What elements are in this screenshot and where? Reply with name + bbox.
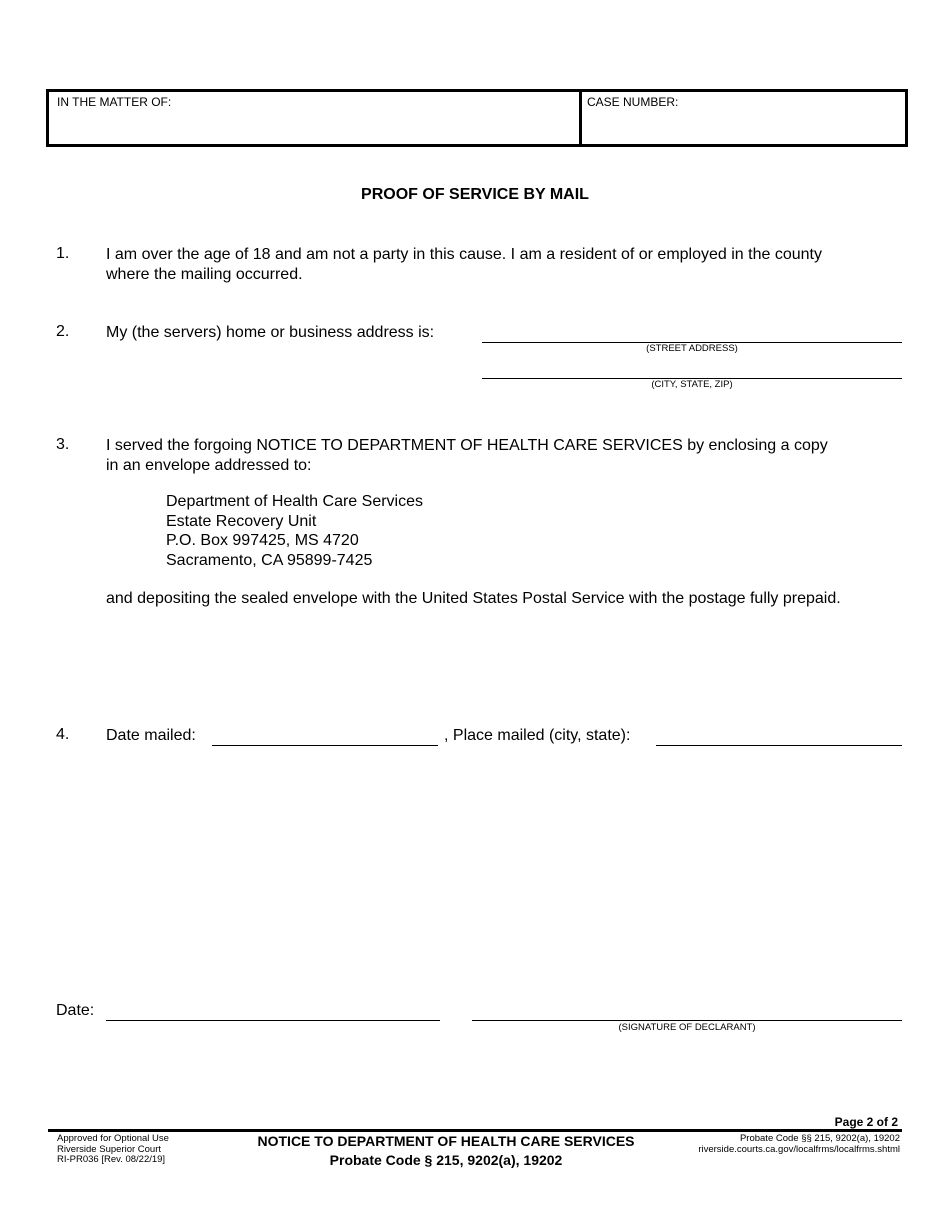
footer-form-code: Probate Code § 215, 9202(a), 19202	[329, 1152, 563, 1168]
place-mailed-line[interactable]	[656, 745, 902, 746]
footer-form-title: NOTICE TO DEPARTMENT OF HEALTH CARE SERVICES	[257, 1133, 635, 1149]
city-state-zip-caption: (CITY, STATE, ZIP)	[651, 379, 733, 390]
item-4-number: 4.	[56, 726, 70, 743]
recipient-address	[166, 492, 423, 570]
item-2-text: My (the servers) home or business address is:	[106, 324, 435, 341]
date-mailed-label: Date mailed:	[106, 727, 196, 744]
address-line: Estate Recovery Unit	[166, 512, 317, 530]
case-header-box	[46, 89, 908, 147]
item-3-line2: in an envelope addressed to:	[106, 457, 312, 474]
page-title: PROOF OF SERVICE BY MAIL	[361, 186, 589, 203]
address-line: Sacramento, CA 95899-7425	[166, 551, 373, 569]
address-line: P.O. Box 997425, MS 4720	[166, 532, 359, 549]
date-mailed-line[interactable]	[212, 745, 438, 746]
footer-right-line: Probate Code §§ 215, 9202(a), 19202	[739, 1133, 900, 1144]
item-3-closing: and depositing the sealed envelope with the United States Postal Service with the postage fully prepaid.	[106, 590, 841, 607]
item-3-text	[106, 436, 828, 476]
item-1-number: 1.	[56, 245, 70, 262]
matter-label: IN THE MATTER OF:	[57, 95, 172, 109]
signature-date-line[interactable]	[106, 1020, 440, 1021]
signature-line[interactable]	[472, 1020, 902, 1021]
footer-right	[698, 1134, 900, 1155]
address-line: Department of Health Care Services	[166, 493, 423, 510]
page-number: Page 2 of 2	[834, 1115, 898, 1129]
case-number-label: CASE NUMBER:	[587, 95, 679, 109]
footer-left-line: Riverside Superior Court	[57, 1143, 162, 1155]
header-divider	[579, 92, 582, 144]
place-mailed-label: , Place mailed (city, state):	[444, 727, 631, 744]
item-3-line1: I served the forgoing NOTICE TO DEPARTMENT OF HEALTH CARE SERVICES by enclosing a copy	[106, 437, 828, 454]
footer-left-line: Approved for Optional Use	[57, 1133, 169, 1144]
footer-left-line: RI-PR036 [Rev. 08/22/19]	[57, 1154, 166, 1165]
item-1-text	[106, 245, 822, 285]
item-2-number: 2.	[56, 323, 70, 340]
signature-date-label: Date:	[56, 1002, 95, 1019]
item-1-line2: where the mailing occurred.	[106, 266, 303, 283]
item-1-line1: I am over the age of 18 and am not a party in this cause. I am a resident of or employed in the county	[106, 246, 822, 263]
footer-right-line: riverside.courts.ca.gov/localfrms/localfrms.shtml	[698, 1143, 900, 1155]
signature-caption: (SIGNATURE OF DECLARANT)	[618, 1022, 756, 1033]
street-address-caption: (STREET ADDRESS)	[646, 343, 738, 354]
item-3-number: 3.	[56, 436, 70, 453]
